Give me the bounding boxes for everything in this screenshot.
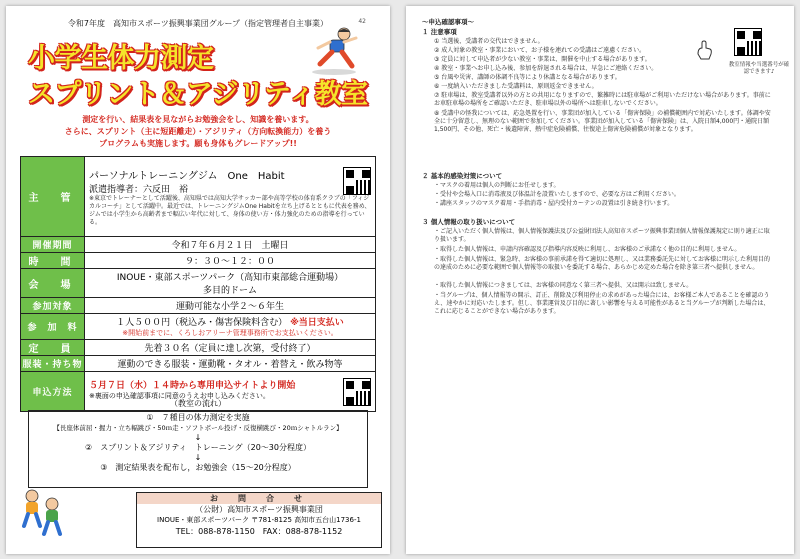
intro-line: プログラムも実施します。願も身体もグレードアップ!! xyxy=(99,139,297,148)
fee-row xyxy=(21,314,376,340)
flow-box xyxy=(28,410,368,488)
contact-address: INOUE・東部スポーツパーク 〒781-8125 高知市五台山1736-1 xyxy=(157,516,361,524)
fee-value: １人５００円（税込み・傷害保険料含む） xyxy=(116,318,288,328)
flyer-back-page xyxy=(406,6,794,554)
list-item: ・取得した個人情報は、緊急時、お客様の事前承諾を得て適切に処理し、又は業務委託先に対してお客様に明示した利用目的の達成のために必要な範囲で個人情報等の取扱いを委託する場合、あらかじめ定めた場合を除き第三者へ提供しません。 xyxy=(434,256,771,271)
list-item: ・取得した個人情報は、申請内容確認及び指導内容反映に利用し、お客様のご承諾なく他の目的に利用しません。 xyxy=(434,246,741,253)
clothing-value: 運動のできる服装・運動靴・タオル・着替え・飲み物等 xyxy=(85,356,376,372)
kids-running-illustration-icon xyxy=(18,486,66,538)
venue-label: 会 場 xyxy=(21,269,85,298)
list-item: ⑦ 駐車場は、教室受講者以外の方との共用になりますので、繁雑時には駐車場がご利用いただけない場合があります。事前にお車駐車場の場所をご確認いただき、駐車場以外の場所へは駐車しないでください。 xyxy=(434,92,771,107)
apply-value: ５月７日（水）１４時から専用申込サイトより開始 xyxy=(89,380,296,391)
list-item: ④ 教室・事業へお申し込み後、参加を辞退される場合は、早急にご連絡ください。 xyxy=(434,65,658,72)
list-item: ⑧ 受講中の怪我については、応急処置を行い、事業団が加入している「傷害保険」の補償範囲内で対応いたします。体調や安全に十分留意し、無理のない範囲で参加してください。事業団が加入している「傷害保険」は、入院日額4,000円・通院日額1,500円、その他、死亡・後遺障害、熱中症危険補償、往復途上傷害危険補償が対象となります。 xyxy=(434,110,771,133)
section-3-title: ３ 個人情報の取り扱いについて xyxy=(422,218,516,226)
event-info-table xyxy=(20,156,376,412)
organizer-label: 主 管 xyxy=(21,157,85,237)
fee-note2: ※開始前までに、くろしおアリーナ管理事務所でお支払いください。 xyxy=(122,329,338,337)
section-1-title: １ 注意事項 xyxy=(422,28,457,36)
list-item: ・ご記入いただく個人情報は、個人情報保護法及び公益財団法人高知市スポーツ振興事業団個人情報保護規定に則り適正に取り扱います。 xyxy=(434,228,770,243)
list-item: ② 成人対象の教室・事業において、お子様を連れての受講はご遠慮ください。 xyxy=(434,47,646,54)
contact-tel: TEL：088-878-1150 FAX：088-878-1152 xyxy=(175,527,343,536)
time-label: 時 間 xyxy=(21,253,85,269)
clothing-row xyxy=(21,356,376,372)
list-item: ・取得した個人情報につきましては、お客様の同意なく第三者へ提供、又は開示は致しません。 xyxy=(434,282,693,289)
info-qr-icon[interactable] xyxy=(734,28,762,56)
venue-value: INOUE・東部スポーツパーク（高知市東部総合運動場） xyxy=(116,273,344,283)
apply-note: ※裏面の申込確認事項に同意のうえお申し込みください。 xyxy=(89,391,270,400)
flow-step-detail: 【長座体前屈・握力・立ち幅跳び・50ｍ走・ソフトボール投げ・反復横跳び・20ｍシャトルラン】 xyxy=(53,424,343,432)
intro-text xyxy=(6,114,390,150)
organizer-qr-icon[interactable] xyxy=(343,167,371,195)
capacity-row xyxy=(21,340,376,356)
arrow-down-icon: ↓ xyxy=(194,453,202,462)
flyer-front-page xyxy=(6,6,390,554)
header-line: 令和7年度 高知市スポーツ振興事業団グループ（指定管理者自主事業） xyxy=(67,19,329,28)
date-label: 開催期間 xyxy=(21,237,85,253)
fee-note: ※当日支払い xyxy=(290,318,344,328)
capacity-label: 定 員 xyxy=(21,340,85,356)
target-value: 運動可能な小学２～６年生 xyxy=(85,298,376,314)
runner-illustration-icon xyxy=(304,26,364,76)
intro-line: 測定を行い、結果表を見ながらお勉強会をし、知識を養います。 xyxy=(82,115,314,124)
date-row xyxy=(21,237,376,253)
organizer-instructor: 派遣指導者：六反田 裕 xyxy=(89,184,189,195)
target-label: 参加対象 xyxy=(21,298,85,314)
capacity-value: 先着３０名（定員に達し次第，受付終了） xyxy=(85,340,376,356)
flow-title: （教室の流れ） xyxy=(170,399,226,408)
contact-heading: お 問 合 せ xyxy=(137,493,381,504)
list-item: ③ 定員に対して申込者が少ない教室・事業は、開催を中止する場合があります。 xyxy=(434,56,651,63)
list-item: ・マスクの着用は個人の判断にお任せします。 xyxy=(434,182,560,189)
list-item: ・講座スタッフのマスク着用・手指消毒・屋内受付カーテンの設置は引き続き行います。 xyxy=(434,200,674,207)
venue-cell xyxy=(85,269,376,298)
section-title: ～申込確認事項～ xyxy=(422,18,474,26)
fee-cell xyxy=(85,314,376,340)
target-row xyxy=(21,298,376,314)
organizer-row xyxy=(21,157,376,237)
list-item: ① 当選後、受講者の交代はできません。 xyxy=(434,38,544,45)
list-item: ・当グループは、個人情報等の開示、訂正、削除及び利用停止の求めがあった場合には、お客様ご本人であることを確認のうえ、速やかに対応いたします。但し、事業運営及び目的に著しい影響を与える可能性があると当グループが判断した場合は、これに応じることができない場合があります。 xyxy=(434,292,770,315)
section-2-title: ２ 基本的感染対策について xyxy=(422,172,503,180)
flow-step: ③ 測定結果表を配布し，お勉強会（15～20分程度） xyxy=(100,463,296,472)
organizer-note: ※東京でトレーナーとして活躍後、高知県では高知大学サッカー部や高等学校の体育系クラブの「フィジカルコーチ」として活躍中。最近では、トレーニングジムOne Habitを立ち上げるとともに代表を務め、ジムでは小学生から高齢者まで幅広い年代に対して、身体の使い方・体力強化のための指導を行っている。 xyxy=(89,194,371,226)
time-row xyxy=(21,253,376,269)
arrow-down-icon: ↓ xyxy=(194,433,202,442)
apply-label: 申込方法 xyxy=(21,372,85,412)
list-item: ・受付や会場入口に消毒液及び体温計を設置いたしますので、必要な方はご利用ください。 xyxy=(434,191,680,198)
page-title-line1: 小学生体力測定 xyxy=(28,43,214,74)
date-value: 令和７年６月２１日 土曜日 xyxy=(85,237,376,253)
page-title-line2: スプリント＆アジリティ教室 xyxy=(28,79,368,110)
venue-value-sub: 多目的ドーム xyxy=(202,286,257,296)
clothing-label: 服装・持ち物 xyxy=(21,356,85,372)
fee-label: 参 加 料 xyxy=(21,314,85,340)
venue-row xyxy=(21,269,376,298)
list-item: ⑥ 一度納入いただきました受講料は、原則返金できません。 xyxy=(434,83,598,90)
flow-step: ② スプリント＆アジリティ トレーニング（20～30分程度） xyxy=(85,443,311,452)
organizer-name: パーソナルトレーニングジム One Habit xyxy=(89,170,285,182)
time-value: ９：３０～１２：００ xyxy=(85,253,376,269)
contact-box xyxy=(136,492,382,548)
qr-note: 教室情報や当選番号が確認できます♪ xyxy=(728,62,790,75)
organizer-cell xyxy=(85,157,376,237)
flow-step: ① ７種目の体力測定を実施 xyxy=(146,413,250,422)
list-item: ⑤ 台風や災害、講師の体調不良等により休講となる場合があります。 xyxy=(434,74,621,81)
contact-org: （公財）高知市スポーツ振興事業団 xyxy=(195,505,323,514)
page-number: 42 xyxy=(358,18,366,25)
intro-line: さらに、スプリント（主に短距離走）・アジリティ（方向転換能力）を養う xyxy=(64,127,332,136)
